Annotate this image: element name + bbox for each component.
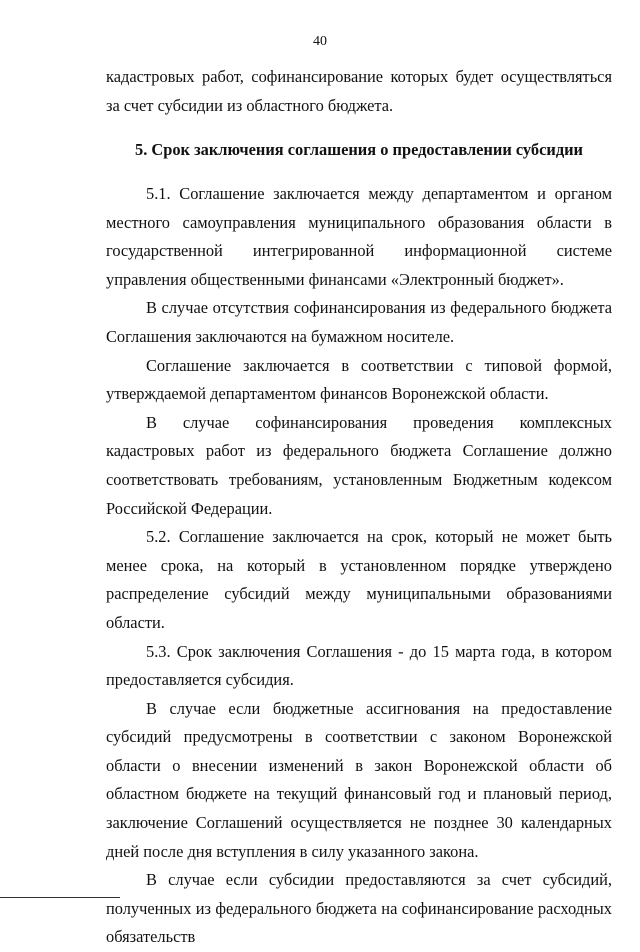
page-number: 40 <box>313 34 327 49</box>
section-heading: 5. Срок заключения соглашения о предоставлении субсидии <box>135 140 583 159</box>
paragraph-federal-subsidies: В случае если субсидии предоставляются за счет субсидий, полученных из федерального бюджета на софинансирование расходных обязательств <box>106 870 612 947</box>
paragraph-standard-form: Соглашение заключается в соответствии с типовой формой, утверждаемой департаментом финансов Воронежской области. <box>106 355 612 404</box>
intro-paragraph: кадастровых работ, софинансирование которых будет осуществляться за счет субсидии из областного бюджета. <box>106 67 612 115</box>
paragraph-5-1: 5.1. Соглашение заключается между департаментом и органом местного самоуправления муниципального образования области в государственной интегрированной информационной системе управления общественными финансами «Электронный бюджет». <box>106 184 612 289</box>
paragraph-no-cofinancing: В случае отсутствия софинансирования из федерального бюджета Соглашения заключаются на бумажном носителе. <box>106 298 612 346</box>
paragraph-budget-allocations: В случае если бюджетные ассигнования на предоставление субсидий предусмотрены в соответствии с законом Воронежской области о внесении изменений в закон Воронежской области об областном бюджете на текущий финансовый год и плановый период, заключение Соглашений осуществляется не позднее 30 календарных дней после дня вступления в силу указанного закона. <box>106 698 612 861</box>
paragraph-5-2: 5.2. Соглашение заключается на срок, который не может быть менее срока, на который в установленном порядке утверждено распределение субсидий между муниципальными образованиями области. <box>106 527 612 632</box>
intro-text-block <box>106 63 612 120</box>
footnote-divider <box>0 897 120 898</box>
section-body <box>106 180 612 952</box>
paragraph-5-3: 5.3. Срок заключения Соглашения - до 15 марта года, в котором предоставляется субсидия. <box>106 641 612 690</box>
paragraph-federal-cofinancing: В случае софинансирования проведения комплексных кадастровых работ из федерального бюджета Соглашение должно соответствовать требованиям, установленным Бюджетным кодексом Российской Федерации. <box>106 412 612 518</box>
